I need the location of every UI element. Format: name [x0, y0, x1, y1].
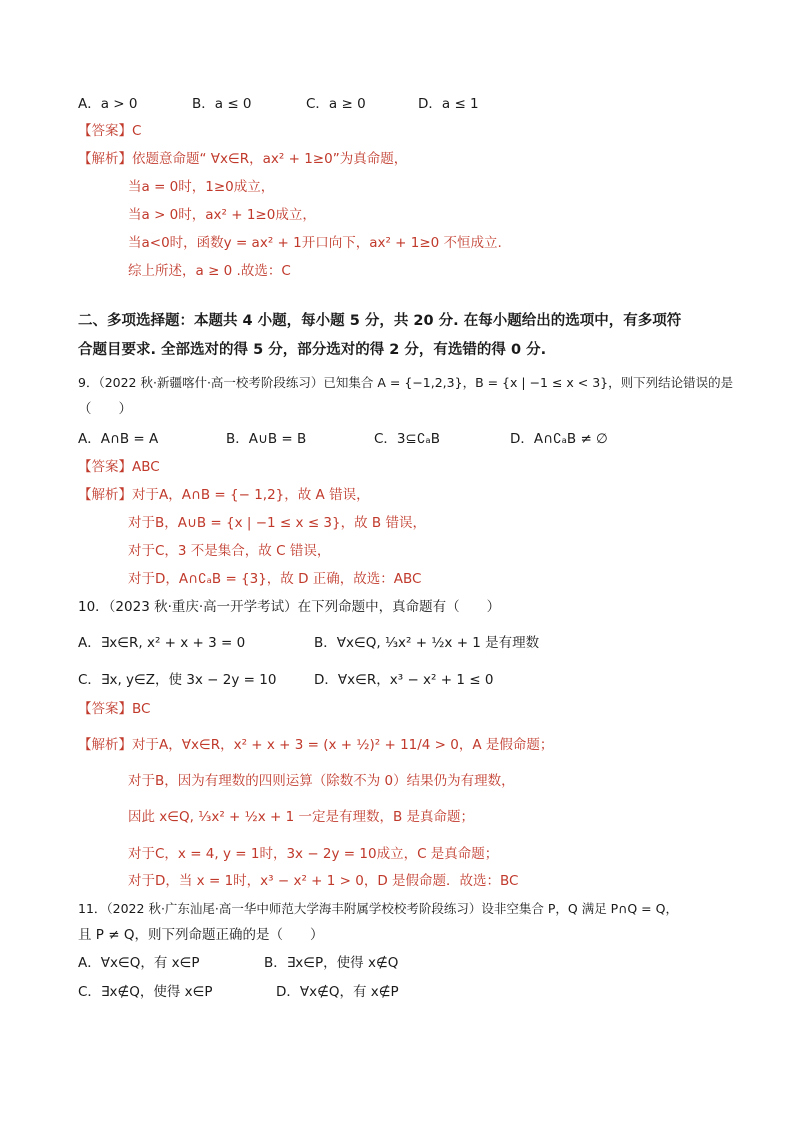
q10-option-a: A．∃x∈R, x² + x + 3 = 0 — [78, 635, 246, 651]
q8-option-a: A．a > 0 — [78, 96, 138, 112]
section-heading-line-2: 合题目要求. 全部选对的得 5 分，部分选对的得 2 分，有选错的得 0 分. — [78, 342, 547, 358]
answer-tag: 【答案】 — [78, 701, 132, 717]
q8-analysis-4: 当a<0时，函数y = ax² + 1开口向下，ax² + 1≥0 不恒成立. — [128, 235, 502, 251]
q10-option-c: C．∃x, y∈Z，使 3x − 2y = 10 — [78, 672, 277, 688]
q9-blank: （ ） — [78, 401, 132, 417]
q11-option-c: C．∃x∉Q，使得 x∈P — [78, 984, 213, 1000]
q9-option-b: B．A∪B = B — [226, 431, 307, 447]
q8-analysis-1 — [78, 150, 407, 168]
q8-option-d: D．a ≤ 1 — [418, 96, 479, 112]
q8-analysis-2: 当a = 0时，1≥0成立， — [128, 179, 275, 195]
q11-stem-line-2: 且 P ≠ Q，则下列命题正确的是（ ） — [78, 927, 324, 943]
answer-value: ABC — [132, 459, 160, 475]
analysis-tag: 【解析】 — [78, 737, 132, 753]
q8-answer — [78, 122, 141, 140]
q10-analysis-4: 对于C，x = 4, y = 1时，3x − 2y = 10成立，C 是真命题； — [128, 846, 499, 862]
q8-option-c: C．a ≥ 0 — [306, 96, 366, 112]
section-heading-line-1: 二、多项选择题：本题共 4 小题，每小题 5 分，共 20 分. 在每小题给出的选项中，有多项符 — [78, 313, 682, 329]
q8-option-b: B．a ≤ 0 — [192, 96, 252, 112]
q9-analysis-2: 对于B，A∪B = {x | −1 ≤ x ≤ 3}，故 B 错误， — [128, 515, 426, 531]
answer-tag: 【答案】 — [78, 459, 132, 475]
q8-analysis-5: 综上所述，a ≥ 0 .故选：C — [128, 263, 291, 279]
q10-analysis-3: 因此 x∈Q, ⅓x² + ½x + 1 一定是有理数，B 是真命题； — [128, 809, 475, 825]
q10-option-d: D．∀x∈R，x³ − x² + 1 ≤ 0 — [314, 672, 494, 688]
q11-option-a: A．∀x∈Q，有 x∈P — [78, 955, 200, 971]
analysis-tag: 【解析】 — [78, 151, 132, 167]
q9-option-c: C．3⊆∁ₐB — [374, 431, 440, 447]
q9-analysis-4: 对于D，A∩∁ₐB = {3}，故 D 正确，故选：ABC — [128, 571, 422, 587]
q10-option-b: B．∀x∈Q, ⅓x² + ½x + 1 是有理数 — [314, 635, 540, 651]
q10-analysis-1 — [78, 736, 553, 754]
answer-value: C — [132, 123, 142, 139]
q9-option-d: D．A∩∁ₐB ≠ ∅ — [510, 431, 608, 447]
q8-analysis-3: 当a > 0时，ax² + 1≥0成立， — [128, 207, 316, 223]
q11-stem-line-1: 11．（2022 秋·广东汕尾·高一华中师范大学海丰附属学校校考阶段练习）设非空集合 P，Q 满足 P∩Q = Q， — [78, 901, 678, 916]
analysis-text: 对于A，A∩B = {− 1,2}，故 A 错误， — [132, 487, 370, 503]
q10-answer — [78, 700, 150, 718]
q9-answer — [78, 458, 160, 476]
q10-stem: 10．（2023 秋·重庆·高一开学考试）在下列命题中，真命题有（ ） — [78, 599, 501, 615]
q10-analysis-5: 对于D，当 x = 1时，x³ − x² + 1 > 0，D 是假命题．故选：BC — [128, 873, 519, 889]
q11-option-b: B．∃x∈P，使得 x∉Q — [264, 955, 399, 971]
analysis-tag: 【解析】 — [78, 487, 132, 503]
answer-value: BC — [132, 701, 151, 717]
analysis-text: 依题意命题“ ∀x∈R，ax² + 1≥0”为真命题， — [132, 151, 408, 167]
analysis-text: 对于A，∀x∈R，x² + x + 3 = (x + ½)² + 11/4 > 0，A 是假命题； — [132, 737, 554, 753]
q9-stem: 9．（2022 秋·新疆喀什·高一校考阶段练习）已知集合 A = {−1,2,3}，B = {x | −1 ≤ x < 3}，则下列结论错误的是 — [78, 375, 734, 390]
q9-analysis-1 — [78, 486, 370, 504]
q9-option-a: A．A∩B = A — [78, 431, 159, 447]
q9-analysis-3: 对于C，3 不是集合，故 C 错误， — [128, 543, 331, 559]
q10-analysis-2: 对于B，因为有理数的四则运算（除数不为 0）结果仍为有理数， — [128, 773, 515, 789]
answer-tag: 【答案】 — [78, 123, 132, 139]
q11-option-d: D．∀x∉Q，有 x∉P — [276, 984, 399, 1000]
